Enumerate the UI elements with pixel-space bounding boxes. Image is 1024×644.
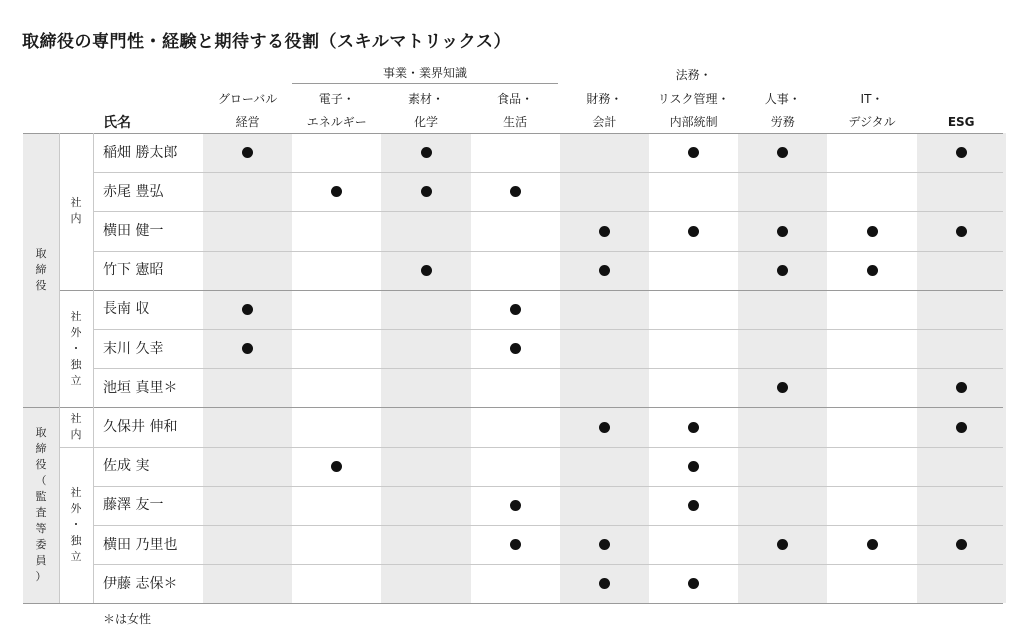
subgroup-label-inside: 社 内 bbox=[70, 412, 82, 441]
row-separator bbox=[93, 329, 1003, 330]
skill-column-header: 人事・ bbox=[764, 92, 801, 106]
skill-dot bbox=[688, 226, 699, 237]
row-separator bbox=[93, 211, 1003, 212]
skill-column-header: 経営 bbox=[235, 115, 260, 129]
row-separator bbox=[23, 407, 1003, 408]
skill-column-header: 内部統制 bbox=[669, 115, 718, 129]
skill-dot bbox=[331, 186, 342, 197]
director-name: 長南 収 bbox=[103, 301, 150, 318]
skill-dot bbox=[421, 147, 432, 158]
skill-column-header: 食品・ bbox=[497, 92, 534, 106]
director-name: 末川 久幸 bbox=[103, 340, 164, 357]
skill-column-header: 電子・ bbox=[318, 92, 355, 106]
director-name: 佐成 実 bbox=[103, 458, 150, 475]
skill-dot bbox=[956, 539, 967, 550]
skill-dot bbox=[510, 186, 521, 197]
skill-dot bbox=[510, 343, 521, 354]
subgroup-label-inside: 社 内 bbox=[70, 196, 82, 226]
row-separator bbox=[93, 564, 1003, 565]
skill-dot bbox=[688, 422, 699, 433]
skill-column-header: リスク管理・ bbox=[657, 92, 730, 106]
table-top-rule bbox=[23, 133, 1003, 134]
skill-dot bbox=[688, 578, 699, 589]
skill-dot bbox=[599, 226, 610, 237]
director-name: 伊藤 志保＊ bbox=[103, 575, 178, 592]
skill-dot bbox=[242, 304, 253, 315]
director-name: 池垣 真里＊ bbox=[103, 379, 178, 396]
director-name: 横田 健一 bbox=[103, 223, 164, 239]
skill-dot bbox=[599, 539, 610, 550]
skill-dot bbox=[777, 226, 788, 237]
group-header-rule bbox=[292, 83, 558, 84]
skill-dot bbox=[510, 304, 521, 315]
director-name: 赤尾 豊弘 bbox=[103, 183, 164, 200]
skill-dot bbox=[688, 500, 699, 511]
skill-dot bbox=[956, 422, 967, 433]
footnote: ＊は女性 bbox=[103, 612, 152, 626]
row-separator bbox=[59, 447, 1003, 448]
skill-dot bbox=[867, 539, 878, 550]
skill-dot bbox=[599, 422, 610, 433]
skill-dot bbox=[421, 186, 432, 197]
skill-column-header: 素材・ bbox=[407, 92, 444, 106]
subgroup-divider bbox=[93, 133, 94, 603]
name-column-header: 氏名 bbox=[103, 115, 131, 131]
row-separator bbox=[93, 251, 1003, 252]
skill-column-header: グローバル bbox=[217, 92, 278, 106]
skill-column-header: 労務 bbox=[770, 115, 795, 129]
skill-column-header: IT・ bbox=[860, 92, 884, 106]
director-name: 稲畑 勝太郎 bbox=[103, 144, 178, 161]
group-header-industry: 事業・業界知識 bbox=[382, 66, 467, 80]
skill-column-header: 法務・ bbox=[675, 68, 712, 82]
director-name: 久保井 伸和 bbox=[103, 419, 178, 435]
director-name: 横田 乃里也 bbox=[103, 536, 178, 553]
page-title: 取締役の専門性・経験と期待する役割（スキルマトリックス） bbox=[22, 32, 511, 52]
skill-dot bbox=[688, 147, 699, 158]
director-name: 竹下 憲昭 bbox=[103, 262, 164, 279]
row-separator bbox=[93, 368, 1003, 369]
group-label-directors: 取 締 役 bbox=[35, 247, 47, 293]
skill-column-header: エネルギー bbox=[306, 115, 367, 129]
subgroup-label-outside-independent: 社 外 ・ 独 立 bbox=[70, 486, 82, 563]
group-label-audit-committee: 取 締 役 （ 監 査 等 委 員 ） bbox=[35, 426, 47, 584]
skill-dot bbox=[510, 539, 521, 550]
skill-column-header: 会計 bbox=[592, 115, 617, 129]
skill-dot bbox=[777, 265, 788, 276]
skill-column-header: 化学 bbox=[413, 115, 438, 129]
row-separator bbox=[23, 603, 1003, 604]
skill-column-header: 生活 bbox=[503, 115, 528, 129]
row-separator bbox=[93, 172, 1003, 173]
row-separator bbox=[59, 290, 1003, 291]
skill-dot bbox=[867, 265, 878, 276]
row-separator bbox=[93, 486, 1003, 487]
skill-dot bbox=[956, 147, 967, 158]
skill-column-header: 財務・ bbox=[586, 92, 623, 106]
skill-dot bbox=[599, 265, 610, 276]
skill-column-header: デジタル bbox=[848, 115, 896, 129]
skill-dot bbox=[421, 265, 432, 276]
skill-dot bbox=[956, 226, 967, 237]
subgroup-label-outside-independent: 社 外 ・ 独 立 bbox=[70, 309, 82, 387]
skill-dot bbox=[867, 226, 878, 237]
skill-dot bbox=[510, 500, 521, 511]
skill-dot bbox=[688, 461, 699, 472]
skill-column-header: ESG bbox=[947, 115, 975, 129]
row-separator bbox=[93, 525, 1003, 526]
skill-dot bbox=[331, 461, 342, 472]
skill-dot bbox=[956, 382, 967, 393]
director-name: 藤澤 友一 bbox=[103, 497, 164, 514]
